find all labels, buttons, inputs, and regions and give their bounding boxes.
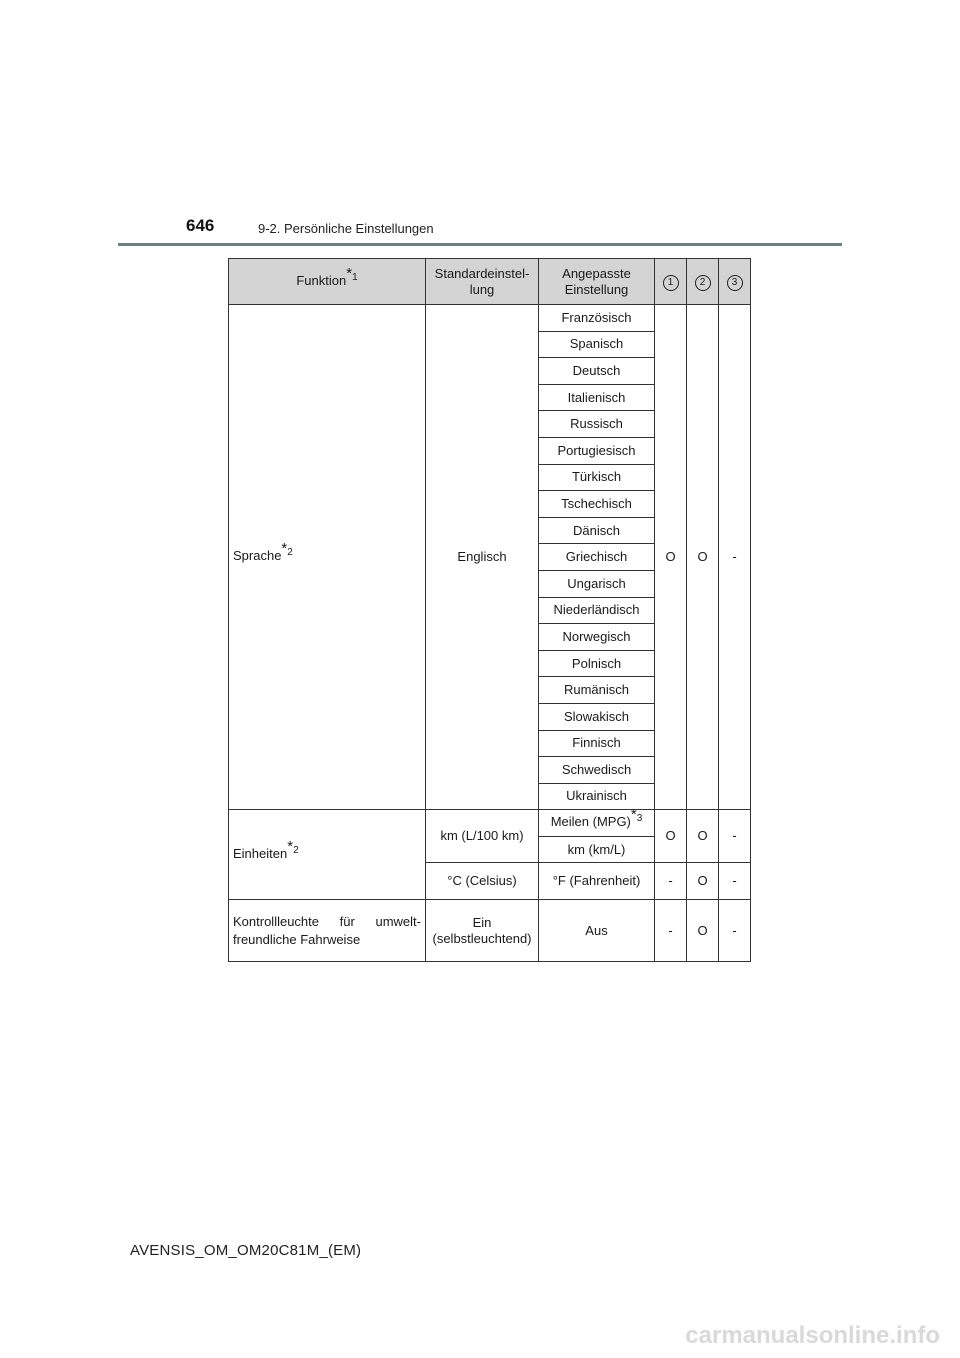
header-function: Funktion*$^1$ xyxy=(229,259,426,305)
language-option: Ungarisch xyxy=(539,570,655,597)
language-option: Schwedisch xyxy=(539,757,655,784)
header-col3 xyxy=(719,259,751,305)
language-option: Deutsch xyxy=(539,358,655,385)
units-temperature-default: °C (Celsius) xyxy=(426,863,539,900)
eco-custom-cell: Aus xyxy=(539,900,655,962)
language-option: Portugiesisch xyxy=(539,437,655,464)
circled-two-icon: 2 xyxy=(695,275,711,291)
language-option: Spanisch xyxy=(539,331,655,358)
circled-one-icon: 1 xyxy=(663,275,679,291)
table-row xyxy=(229,810,751,837)
language-option: Italienisch xyxy=(539,384,655,411)
header-rule xyxy=(118,243,842,246)
eco-col2: O xyxy=(687,900,719,962)
header-col2 xyxy=(687,259,719,305)
table-row xyxy=(229,900,751,962)
language-col2: O xyxy=(687,305,719,810)
units-temperature-option: °F (Fahrenheit) xyxy=(539,863,655,900)
table-header-row xyxy=(229,259,751,305)
language-option: Tschechisch xyxy=(539,491,655,518)
language-option: Russisch xyxy=(539,411,655,438)
watermark: carmanualsonline.info xyxy=(685,1322,940,1349)
language-option: Niederländisch xyxy=(539,597,655,624)
page-number: 646 xyxy=(186,216,215,235)
eco-col1: - xyxy=(655,900,687,962)
units-temperature-col1: - xyxy=(655,863,687,900)
document-code: AVENSIS_OM_OM20C81M_(EM) xyxy=(130,1242,362,1259)
units-temperature-col3: - xyxy=(719,863,751,900)
header-custom: Angepasste Einstellung xyxy=(539,259,655,305)
language-default-cell: Englisch xyxy=(426,305,539,810)
language-option: Griechisch xyxy=(539,544,655,571)
header-col1 xyxy=(655,259,687,305)
table-row xyxy=(229,305,751,332)
language-option: Polnisch xyxy=(539,650,655,677)
section-title: 9-2. Persönliche Einstellungen xyxy=(258,221,434,236)
units-function-cell: Einheiten*$^2$ xyxy=(229,810,426,900)
language-option: Slowakisch xyxy=(539,703,655,730)
language-col1: O xyxy=(655,305,687,810)
units-temperature-col2: O xyxy=(687,863,719,900)
header-default: Standardeinstel-lung xyxy=(426,259,539,305)
language-option: Ukrainisch xyxy=(539,783,655,810)
language-col3: - xyxy=(719,305,751,810)
language-option: Französisch xyxy=(539,305,655,332)
units-distance-default: km (L/100 km) xyxy=(426,810,539,863)
units-distance-option: Meilen (MPG)*$^3$ xyxy=(539,810,655,837)
units-distance-col1: O xyxy=(655,810,687,863)
language-option: Dänisch xyxy=(539,517,655,544)
language-function-cell: Sprache*$^2$ xyxy=(229,305,426,810)
language-option: Finnisch xyxy=(539,730,655,757)
eco-col3: - xyxy=(719,900,751,962)
eco-default-cell: Ein (selbstleuchtend) xyxy=(426,900,539,962)
language-option: Rumänisch xyxy=(539,677,655,704)
eco-function-cell: Kontrollleuchte für umwelt- freundliche Fahrweise xyxy=(229,900,426,962)
language-option: Türkisch xyxy=(539,464,655,491)
units-distance-col2: O xyxy=(687,810,719,863)
settings-table xyxy=(228,258,751,962)
language-option: Norwegisch xyxy=(539,624,655,651)
units-distance-option: km (km/L) xyxy=(539,836,655,863)
units-distance-col3: - xyxy=(719,810,751,863)
circled-three-icon: 3 xyxy=(727,275,743,291)
